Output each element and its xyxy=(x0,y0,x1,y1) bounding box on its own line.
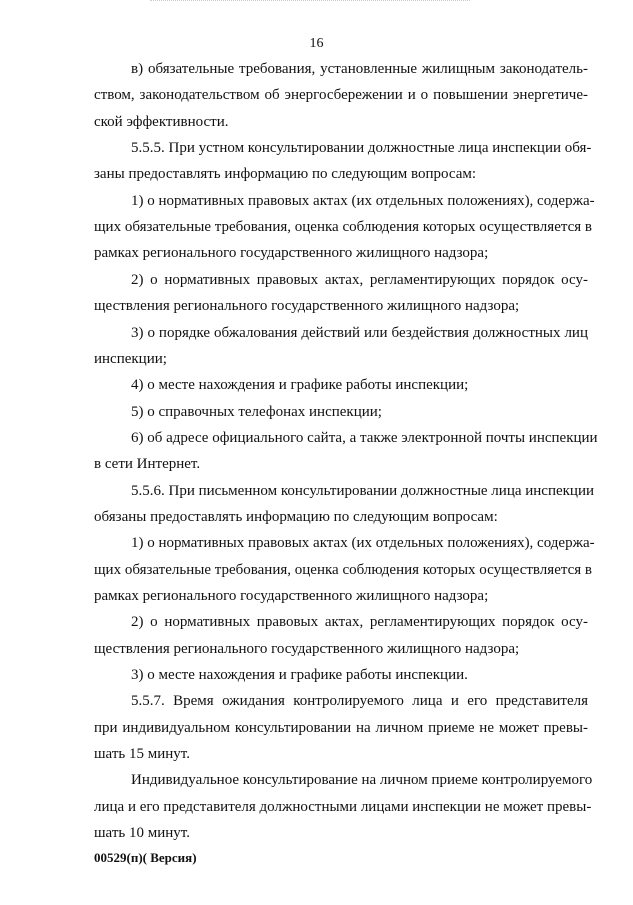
text-line: Индивидуальное консультирование на личном приеме контролируемого xyxy=(131,772,593,788)
text-line: 2) о нормативных правовых актах, регламентирующих порядок осу- xyxy=(131,614,588,630)
text-line: лица и его представителя должностными лицами инспекции не может превы- xyxy=(94,799,592,815)
text-line: 1) о нормативных правовых актах (их отдельных положениях), содержа- xyxy=(131,535,595,551)
text-line: в) обязательные требования, установленные жилищным законодатель- xyxy=(131,61,588,77)
text-line: инспекции; xyxy=(94,351,167,367)
text-line: 3) о месте нахождения и графике работы инспекции. xyxy=(131,667,468,683)
text-line: ществления регионального государственного жилищного надзора; xyxy=(94,298,520,314)
text-line: рамках регионального государственного жилищного надзора; xyxy=(94,245,489,261)
text-line: 2) о нормативных правовых актах, регламентирующих порядок осу- xyxy=(131,272,588,288)
text-line: щих обязательные требования, оценка соблюдения которых осуществляется в xyxy=(94,219,592,235)
text-line: шать 15 минут. xyxy=(94,746,190,762)
text-line: ской эффективности. xyxy=(94,114,229,130)
text-line: щих обязательные требования, оценка соблюдения которых осуществляется в xyxy=(94,562,592,578)
text-line: 1) о нормативных правовых актах (их отдельных положениях), содержа- xyxy=(131,193,595,209)
text-line: 5.5.5. При устном консультировании должностные лица инспекции обя- xyxy=(131,140,592,156)
text-line: ществления регионального государственного жилищного надзора; xyxy=(94,641,520,657)
text-line: 4) о месте нахождения и графике работы инспекции; xyxy=(131,377,469,393)
text-line: обязаны предоставлять информацию по следующим вопросам: xyxy=(94,509,498,525)
text-line: в сети Интернет. xyxy=(94,456,201,472)
document-footer-code: 00529(п)( Версия) xyxy=(94,850,197,865)
text-line: рамках регионального государственного жилищного надзора; xyxy=(94,588,489,604)
text-line: 6) об адресе официального сайта, а также электронной почты инспекции xyxy=(131,430,598,446)
text-line: ством, законодательством об энергосбережении и о повышении энергетиче- xyxy=(94,87,588,103)
text-line: 5.5.7. Время ожидания контролируемого лица и его представителя xyxy=(131,693,588,709)
text-line: заны предоставлять информацию по следующим вопросам: xyxy=(94,166,477,182)
page-number: 16 xyxy=(309,36,324,51)
text-line: 3) о порядке обжалования действий или бездействия должностных лиц xyxy=(131,325,588,341)
text-line: 5) о справочных телефонах инспекции; xyxy=(131,404,382,420)
scan-edge-mark xyxy=(150,0,470,2)
text-line: 5.5.6. При письменном консультировании должностные лица инспекции xyxy=(131,483,595,499)
text-line: шать 10 минут. xyxy=(94,825,190,841)
text-line: при индивидуальном консультировании на личном приеме не может превы- xyxy=(94,720,588,736)
